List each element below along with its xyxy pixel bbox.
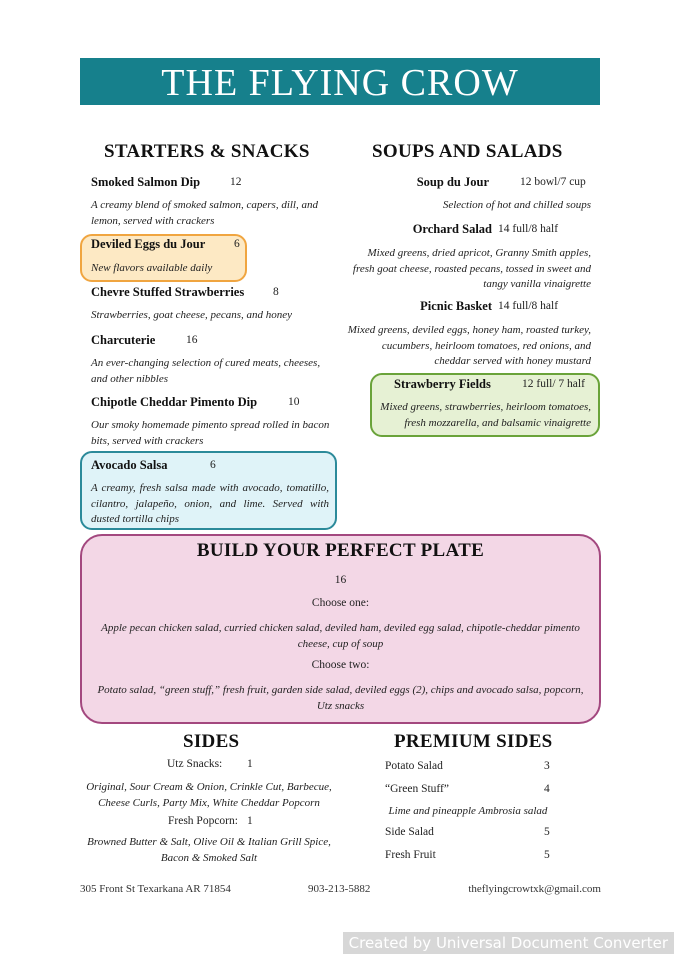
- item-name: Chevre Stuffed Strawberries: [91, 285, 245, 299]
- footer-phone: 903-213-5882: [308, 883, 371, 895]
- premium-side-price: 5: [544, 826, 550, 838]
- side-description: Original, Sour Cream & Onion, Crinkle Cut, Barbecue, Cheese Curls, Party Mix, White Cheddar Popcorn: [86, 781, 332, 809]
- item-description: A creamy, fresh salsa made with avocado, tomatillo, cilantro, jalapeño, onion, and lime. Served with dusted tortilla chips: [91, 482, 329, 525]
- item-description: An ever-changing selection of cured meats, cheeses, and other nibbles: [91, 357, 321, 385]
- item-description: Our smoky homemade pimento spread rolled in bacon bits, served with crackers: [91, 419, 330, 447]
- item-price: 6: [210, 459, 216, 471]
- side-description: Browned Butter & Salt, Olive Oil & Italian Grill Spice, Bacon & Smoked Salt: [87, 836, 331, 864]
- item-price: 14 full/8 half: [498, 300, 559, 312]
- build-plate-price: 16: [334, 574, 347, 586]
- choose-one-label: Choose one:: [311, 597, 370, 609]
- item-name: Strawberry Fields: [394, 377, 491, 391]
- choose-two-options: Potato salad, “green stuff,” fresh fruit, garden side salad, deviled eggs (2), chips and avocado salsa, popcorn, Utz snacks: [97, 684, 584, 712]
- item-name: Chipotle Cheddar Pimento Dip: [91, 395, 258, 409]
- premium-side-price: 3: [544, 760, 550, 772]
- sides-heading: SIDES: [183, 731, 240, 752]
- premium-side-price: 5: [544, 849, 550, 861]
- item-price: 12 full/ 7 half: [522, 378, 585, 390]
- item-price: 12 bowl/7 cup: [520, 176, 586, 188]
- side-price: 1: [247, 758, 253, 770]
- starters-heading: STARTERS & SNACKS: [104, 141, 310, 162]
- choose-two-label: Choose two:: [311, 659, 370, 671]
- item-price: 8: [273, 286, 279, 298]
- footer-address: 305 Front St Texarkana AR 71854: [80, 883, 231, 895]
- item-price: 14 full/8 half: [498, 223, 559, 235]
- item-description: Mixed greens, strawberries, heirloom tomatoes, fresh mozzarella, and balsamic vinaigrette: [380, 401, 591, 429]
- item-name: Deviled Eggs du Jour: [91, 237, 206, 251]
- item-name: Picnic Basket: [420, 299, 492, 313]
- side-name: Fresh Popcorn:: [168, 815, 238, 827]
- item-description: Mixed greens, dried apricot, Granny Smith apples, fresh goat cheese, roasted pecans, tossed in sweet and tangy vanilla vinaigrette: [352, 247, 591, 290]
- item-price: 6: [234, 238, 240, 250]
- soups-salads-heading: SOUPS AND SALADS: [372, 141, 563, 162]
- item-description: A creamy blend of smoked salmon, capers, dill, and lemon, served with crackers: [91, 199, 318, 227]
- build-plate-heading: BUILD YOUR PERFECT PLATE: [196, 540, 485, 561]
- item-description: New flavors available daily: [91, 262, 213, 274]
- side-price: 1: [247, 815, 253, 827]
- item-price: 10: [288, 396, 300, 408]
- premium-side-price: 4: [544, 783, 550, 795]
- premium-side-name: Side Salad: [385, 826, 434, 838]
- item-price: 16: [186, 334, 198, 346]
- side-name: Utz Snacks:: [167, 758, 223, 770]
- item-name: Avocado Salsa: [91, 458, 168, 472]
- restaurant-name: THE FLYING CROW: [161, 62, 519, 104]
- premium-sides-heading: PREMIUM SIDES: [394, 731, 553, 752]
- premium-side-name: Fresh Fruit: [385, 849, 436, 861]
- converter-watermark: Created by Universal Document Converter: [343, 932, 674, 954]
- item-name: Orchard Salad: [412, 222, 492, 236]
- choose-one-options: Apple pecan chicken salad, curried chicken salad, deviled ham, deviled egg salad, chipotle-cheddar pimento cheese, cup of soup: [101, 622, 580, 650]
- footer-email: theflyingcrowtxk@gmail.com: [468, 883, 601, 895]
- item-description: Mixed greens, deviled eggs, honey ham, roasted turkey, cucumbers, heirloom tomatoes, red onions, and cheddar served with honey mustard: [347, 324, 591, 367]
- item-description: Selection of hot and chilled soups: [442, 199, 591, 211]
- premium-side-description: Lime and pineapple Ambrosia salad: [388, 805, 548, 817]
- item-description: Strawberries, goat cheese, pecans, and honey: [91, 309, 293, 321]
- item-name: Soup du Jour: [416, 175, 489, 189]
- item-name: Smoked Salmon Dip: [91, 175, 201, 189]
- item-name: Charcuterie: [91, 333, 156, 347]
- menu-title-banner: [80, 58, 600, 105]
- item-price: 12: [230, 176, 242, 188]
- premium-side-name: Potato Salad: [385, 760, 443, 772]
- premium-side-name: “Green Stuff”: [385, 783, 449, 795]
